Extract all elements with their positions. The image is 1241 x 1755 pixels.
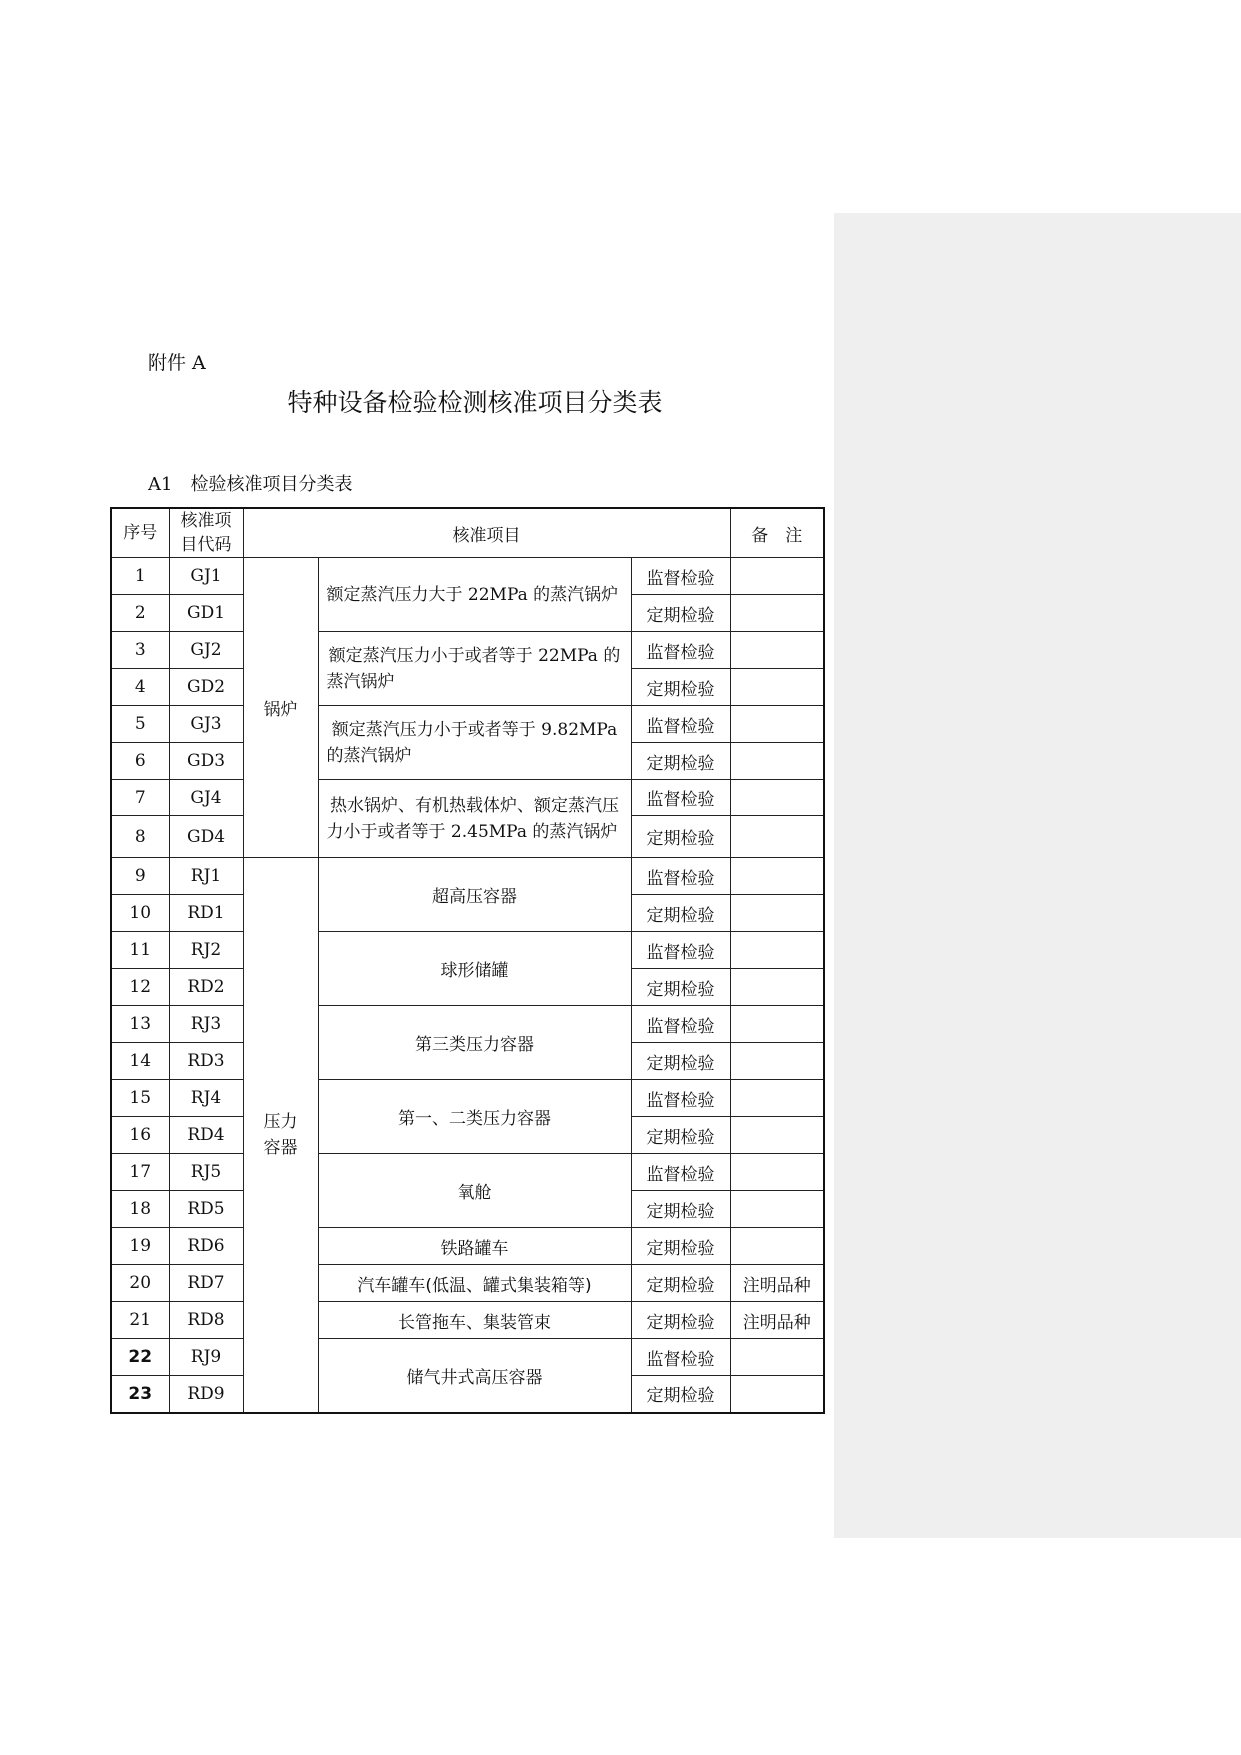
table-caption-text: 检验核准项目分类表 [190, 474, 353, 495]
item-description: 汽车罐车(低温、罐式集装箱等) [318, 1265, 631, 1302]
row-note [730, 632, 824, 669]
row-note [730, 1339, 824, 1376]
row-no: 17 [111, 1154, 169, 1191]
inspection-type: 监督检验 [631, 780, 730, 816]
row-note [730, 858, 824, 895]
row-no: 7 [111, 780, 169, 816]
group-boiler: 锅炉 [243, 558, 318, 858]
inspection-type: 定期检验 [631, 1265, 730, 1302]
item-description: 超高压容器 [318, 858, 631, 932]
row-code: RJ9 [169, 1339, 243, 1376]
row-no: 22 [111, 1339, 169, 1376]
header-code: 核准项 目代码 [169, 508, 243, 558]
row-code: GD2 [169, 669, 243, 706]
annex-label: 附件 A [148, 352, 206, 374]
row-no: 14 [111, 1043, 169, 1080]
row-code: GJ3 [169, 706, 243, 743]
inspection-type: 监督检验 [631, 858, 730, 895]
item-description: 额定蒸汽压力小于或者等于 9.82MPa 的蒸汽锅炉 [318, 706, 631, 780]
row-code: RD4 [169, 1117, 243, 1154]
row-note [730, 669, 824, 706]
row-no: 15 [111, 1080, 169, 1117]
table-row [111, 780, 824, 816]
inspection-type: 定期检验 [631, 816, 730, 858]
row-note [730, 1043, 824, 1080]
row-no: 23 [111, 1376, 169, 1413]
row-code: GJ1 [169, 558, 243, 595]
comment-margin-panel [834, 213, 1241, 1538]
row-note [730, 1154, 824, 1191]
group-pressure-vessel: 压力 容器 [243, 858, 318, 1413]
row-code: RD5 [169, 1191, 243, 1228]
inspection-type: 定期检验 [631, 969, 730, 1006]
row-no: 12 [111, 969, 169, 1006]
table-row [111, 1080, 824, 1117]
row-code: GD4 [169, 816, 243, 858]
table-row [111, 558, 824, 595]
inspection-type: 监督检验 [631, 1339, 730, 1376]
row-note [730, 895, 824, 932]
inspection-type: 定期检验 [631, 1191, 730, 1228]
item-description: 铁路罐车 [318, 1228, 631, 1265]
inspection-type: 监督检验 [631, 1080, 730, 1117]
row-note [730, 595, 824, 632]
row-code: RJ4 [169, 1080, 243, 1117]
item-description: 长管拖车、集装管束 [318, 1302, 631, 1339]
inspection-type: 监督检验 [631, 558, 730, 595]
inspection-type: 定期检验 [631, 1228, 730, 1265]
header-seq: 序号 [111, 508, 169, 558]
row-code: GJ4 [169, 780, 243, 816]
table-row [111, 632, 824, 669]
row-note [730, 558, 824, 595]
row-note [730, 1191, 824, 1228]
item-description: 第一、二类压力容器 [318, 1080, 631, 1154]
item-description: 热水锅炉、有机热载体炉、额定蒸汽压力小于或者等于 2.45MPa 的蒸汽锅炉 [318, 780, 631, 858]
row-note [730, 780, 824, 816]
inspection-type: 定期检验 [631, 1302, 730, 1339]
row-no: 9 [111, 858, 169, 895]
row-no: 10 [111, 895, 169, 932]
row-note [730, 1376, 824, 1413]
row-no: 11 [111, 932, 169, 969]
row-no: 13 [111, 1006, 169, 1043]
table-header-row [111, 508, 824, 558]
row-no: 1 [111, 558, 169, 595]
row-note [730, 1117, 824, 1154]
row-code: RJ2 [169, 932, 243, 969]
row-no: 5 [111, 706, 169, 743]
table-caption-code: A1 [148, 474, 173, 495]
row-code: GD1 [169, 595, 243, 632]
row-note [730, 706, 824, 743]
row-no: 21 [111, 1302, 169, 1339]
item-description: 储气井式高压容器 [318, 1339, 631, 1413]
inspection-type: 定期检验 [631, 1376, 730, 1413]
row-no: 3 [111, 632, 169, 669]
inspection-type: 定期检验 [631, 595, 730, 632]
row-no: 18 [111, 1191, 169, 1228]
header-item: 核准项目 [243, 508, 730, 558]
item-description: 球形储罐 [318, 932, 631, 1006]
table-row [111, 1339, 824, 1376]
item-description: 额定蒸汽压力小于或者等于 22MPa 的蒸汽锅炉 [318, 632, 631, 706]
table-caption [148, 470, 352, 496]
row-code: RJ5 [169, 1154, 243, 1191]
row-note: 注明品种 [730, 1302, 824, 1339]
inspection-type: 监督检验 [631, 1154, 730, 1191]
row-code: RD9 [169, 1376, 243, 1413]
inspection-type: 监督检验 [631, 706, 730, 743]
row-note [730, 1080, 824, 1117]
row-code: RD7 [169, 1265, 243, 1302]
table-row [111, 1006, 824, 1043]
row-no: 20 [111, 1265, 169, 1302]
row-code: RJ3 [169, 1006, 243, 1043]
row-no: 4 [111, 669, 169, 706]
table-row [111, 706, 824, 743]
row-no: 19 [111, 1228, 169, 1265]
row-note [730, 1228, 824, 1265]
row-code: GD3 [169, 743, 243, 780]
row-note [730, 1006, 824, 1043]
classification-table [110, 507, 825, 1414]
row-no: 2 [111, 595, 169, 632]
inspection-type: 定期检验 [631, 1043, 730, 1080]
row-no: 6 [111, 743, 169, 780]
item-description: 第三类压力容器 [318, 1006, 631, 1080]
table-row [111, 1302, 824, 1339]
row-note [730, 969, 824, 1006]
table-row [111, 1228, 824, 1265]
table-row [111, 1265, 824, 1302]
inspection-type: 定期检验 [631, 669, 730, 706]
inspection-type: 定期检验 [631, 743, 730, 780]
row-code: RD6 [169, 1228, 243, 1265]
table-row [111, 858, 824, 895]
row-no: 16 [111, 1117, 169, 1154]
inspection-type: 监督检验 [631, 1006, 730, 1043]
row-code: RJ1 [169, 858, 243, 895]
row-note: 注明品种 [730, 1265, 824, 1302]
table-row [111, 932, 824, 969]
item-description: 氧舱 [318, 1154, 631, 1228]
row-note [730, 743, 824, 780]
row-code: RD3 [169, 1043, 243, 1080]
row-note [730, 816, 824, 858]
table-row [111, 1154, 824, 1191]
inspection-type: 监督检验 [631, 632, 730, 669]
item-description: 额定蒸汽压力大于 22MPa 的蒸汽锅炉 [318, 558, 631, 632]
row-code: RD2 [169, 969, 243, 1006]
row-code: RD1 [169, 895, 243, 932]
page-title: 特种设备检验检测核准项目分类表 [287, 388, 663, 417]
row-code: GJ2 [169, 632, 243, 669]
row-note [730, 932, 824, 969]
inspection-type: 监督检验 [631, 932, 730, 969]
row-code: RD8 [169, 1302, 243, 1339]
row-no: 8 [111, 816, 169, 858]
inspection-type: 定期检验 [631, 1117, 730, 1154]
header-note: 备 注 [730, 508, 824, 558]
inspection-type: 定期检验 [631, 895, 730, 932]
